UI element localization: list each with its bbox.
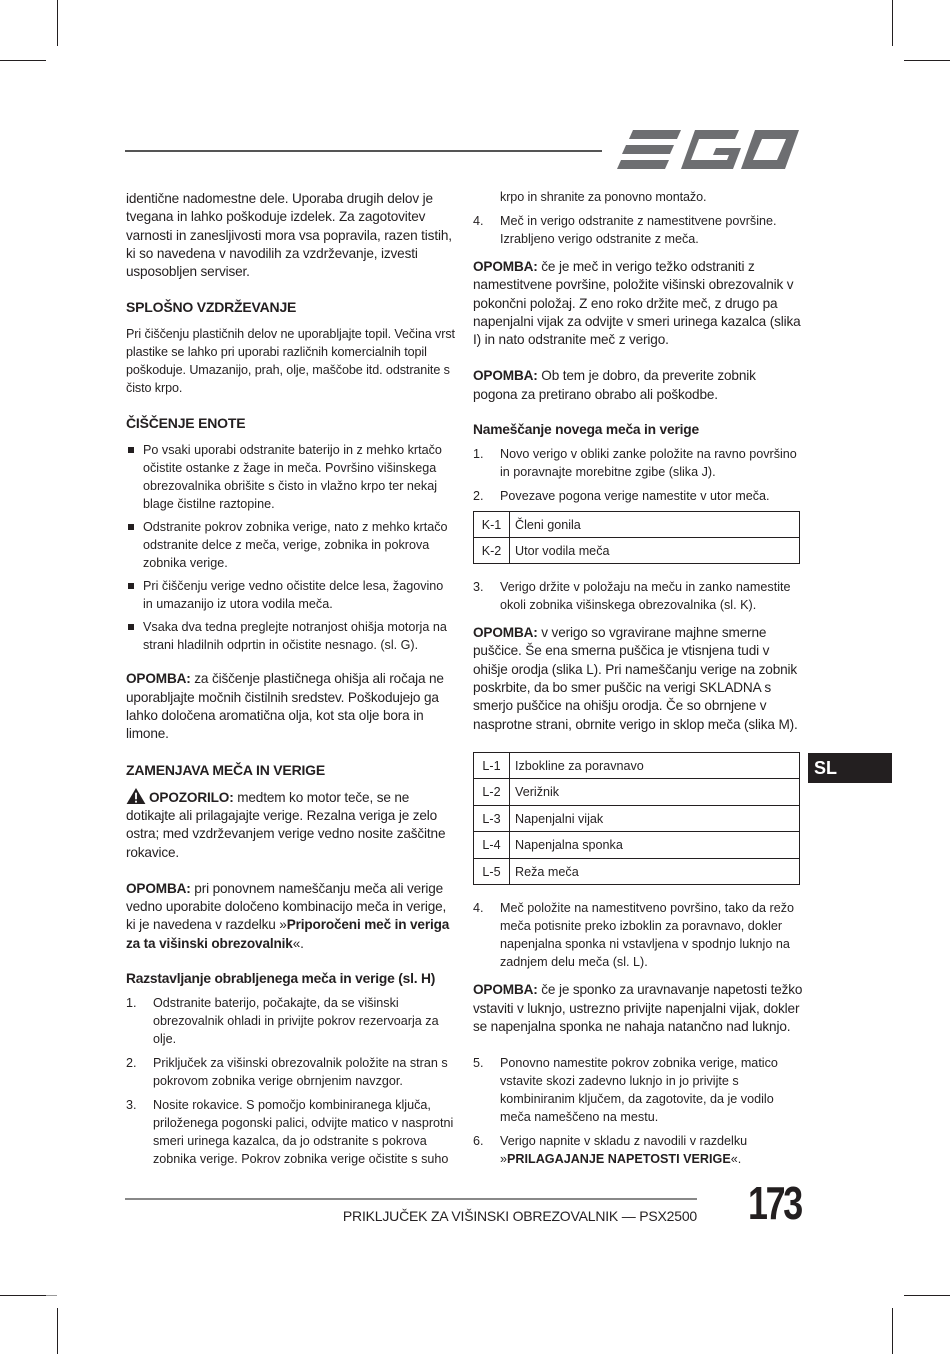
crop-mark	[0, 60, 46, 61]
list-item	[473, 1132, 803, 1168]
note-label: OPOMBA:	[473, 259, 538, 274]
warning-paragraph	[126, 788, 456, 862]
note-removal	[473, 258, 803, 349]
cleaning-heading: ČIŠČENJE ENOTE	[126, 415, 246, 432]
note-label: OPOMBA:	[473, 982, 538, 998]
list-item	[473, 212, 803, 248]
part-code: L-2	[474, 779, 510, 806]
step-text: Meč in verigo odstranite z namestitvene površine. Izrabljeno verigo odstranite z meča.	[500, 214, 777, 246]
part-code: K-1	[474, 512, 510, 538]
note-bold-ref: Priporočeni meč in veriga za ta višinski obrezovalnik	[126, 917, 450, 951]
part-label: Napenjalni vijak	[510, 805, 800, 832]
part-label: Izbokline za poravnavo	[510, 752, 800, 779]
part-code: L-4	[474, 832, 510, 859]
table-row	[474, 832, 800, 859]
note-text: za čiščenje plastičnega ohišja ali ročaja ne uporabljajte močnih čistilnih sredstev. Poškodujejo ga lahko določena aromatična olja, kot sta olje bora in limone.	[126, 671, 444, 742]
replace-heading: ZAMENJAVA MEČA IN VERIGE	[126, 761, 325, 778]
list-item	[473, 487, 803, 505]
page-number: 173	[748, 1177, 801, 1229]
part-code: L-5	[474, 858, 510, 885]
parts-table-k	[473, 511, 800, 564]
table-row	[474, 779, 800, 806]
note-label: OPOMBA:	[126, 671, 191, 687]
step-text: Nosite rokavice. S pomočjo kombiniranega ključa, priloženega pogonski palici, odvijte matico v nasprotni smeri urinega kazalca, da jo odstranite s pokrova zobnika verige. Pokrov zobnika verige očistite s suho	[153, 1098, 454, 1167]
install-step-3	[473, 578, 803, 614]
note-label: OPOMBA:	[126, 880, 191, 896]
list-item: Po vsaki uporabi odstranite baterijo in z mehko krtačo očistite ostanke z žage in meča. Površino višinskega obrezovalnika obrišite s čisto in vlažno krpo ter nekaj blage čistilne raztopine.	[126, 441, 456, 513]
step-end: «.	[730, 1152, 742, 1167]
note-label: OPOMBA:	[473, 625, 538, 641]
step-text: Priključek za višinski obrezovalnik položite na stran s pokrovom zobnika verige obrnjenim navzgor.	[153, 1056, 448, 1089]
part-label: Reža meča	[510, 858, 800, 885]
install-steps	[473, 445, 803, 505]
note-text: če je sponko za uravnavanje napetosti težko vstaviti v luknjo, ustrezno privijte napenjalni vijak, dokler se napenjalna sponka ne nahaja natančno nad luknjo.	[473, 982, 803, 1034]
note-text: v verigo so vgravirane majhne smerne puščice. Še ena smerna puščica je vtisnjena tudi v ohišje orodja (slika L). Pri nameščanju verige na zobnik poskrbite, da bo smer puščic na verigi SKLADNA s smerjo puščice na ohišju orodja. Če so obrnjene v nasprotne strani, obrnite verigo in sklop meča (slika M).	[473, 625, 798, 732]
part-label: Napenjalna sponka	[510, 832, 800, 859]
continued-text: krpo in shranite za ponovno montažo.	[500, 190, 707, 204]
step-text: Povezave pogona verige namestite v utor meča.	[500, 489, 770, 504]
note-cleaning	[126, 670, 456, 743]
list-item	[473, 899, 803, 971]
note-end: «.	[292, 935, 304, 951]
list-item	[126, 994, 456, 1048]
disassembly-heading: Razstavljanje obrabljenega meča in verige (sl. H)	[126, 971, 436, 987]
step-number: 4.	[473, 901, 484, 916]
footer-title: PRIKLJUČEK ZA VIŠINSKI OBREZOVALNIK — PSX2500	[342, 1208, 697, 1224]
part-code: K-2	[474, 538, 510, 564]
part-label: Členi gonila	[510, 512, 800, 538]
step-text: Ponovno namestite pokrov zobnika verige, matico vstavite skozi zadevno luknjo in jo privijte s kombiniranim ključem, da zagotovite, da je vodilo meča nameščeno na mestu.	[500, 1056, 778, 1125]
step-text: Verigo držite v položaju na meču in zanko namestite okoli zobnika višinskega obrezovalnika (sl. K).	[500, 580, 791, 613]
note-text: Ob tem je dobro, da preverite zobnik pogona za pretirano obrabo ali poškodbe.	[473, 368, 756, 402]
warning-label: OPOZORILO:	[149, 789, 234, 805]
warning-icon	[126, 788, 146, 804]
ego-logo	[617, 128, 799, 172]
step-number: 2.	[473, 489, 484, 504]
part-label: Verižnik	[510, 779, 800, 806]
crop-mark	[892, 0, 893, 46]
step-number: 1.	[473, 447, 484, 462]
step-number: 3.	[473, 580, 484, 595]
note-reinstall	[126, 880, 456, 953]
crop-mark	[0, 1295, 46, 1296]
right-column	[473, 188, 803, 1184]
list-item: Odstranite pokrov zobnika verige, nato z mehko krtačo odstranite delce z meča, verige, zobnika in pokrova zobnika verige.	[126, 518, 456, 572]
intro-paragraph: identične nadomestne dele. Uporaba drugih delov je tvegana in lahko poškoduje izdelek. Za zagotovitev varnosti in zanesljivosti mora vsa popravila, razen tistih, ki so navedena v navodilih za vzdrževanje, izvesti usposobljen serviser.	[126, 191, 452, 280]
install-steps-final	[473, 1054, 803, 1168]
crop-mark	[57, 1308, 58, 1354]
install-heading: Nameščanje novega meča in verige	[473, 422, 699, 438]
note-text: pri ponovnem nameščanju meča ali verige vedno uporabite določeno kombinacijo meča in verige, ki je navedena v razdelku »	[126, 880, 447, 933]
crop-mark	[904, 1295, 950, 1296]
part-label: Utor vodila meča	[510, 538, 800, 564]
removal-steps	[473, 212, 803, 248]
general-maintenance-text: Pri čiščenju plastičnih delov ne uporabljajte topil. Večina vrst plastike se lahko pri uporabi različnih komercialnih topil poškoduje. Umazanijo, prah, olje, maščobe itd. odstranite s čisto krpo.	[126, 327, 455, 396]
table-row	[474, 805, 800, 832]
crop-mark	[892, 1308, 893, 1354]
table-row	[474, 538, 800, 564]
list-item	[473, 578, 803, 614]
step-number: 4.	[473, 214, 484, 228]
step-bold-ref: PRILAGAJANJE NAPETOSTI VERIGE	[507, 1152, 731, 1167]
part-code: L-1	[474, 752, 510, 779]
list-item	[473, 445, 803, 481]
disassembly-steps	[126, 994, 456, 1168]
note-label: OPOMBA:	[473, 368, 538, 384]
note-sprocket	[473, 367, 803, 404]
crop-mark	[904, 60, 950, 61]
list-item	[126, 1054, 456, 1090]
step-number: 1.	[126, 996, 137, 1011]
step-text: Verigo napnite v skladu z navodili v razdelku »	[500, 1134, 748, 1167]
step-number: 3.	[126, 1098, 137, 1113]
table-row	[474, 858, 800, 885]
step-text: Odstranite baterijo, počakajte, da se višinski obrezovalnik ohladi in privijte pokrov rezervoarja za olje.	[153, 996, 439, 1047]
warning-text: medtem ko motor teče, se ne dotikajte ali prilagajajte verige. Rezalna veriga je zelo ostra; med vzdrževanjem verige vedno nosite zaščitne rokavice.	[126, 789, 446, 860]
list-item	[473, 1054, 803, 1126]
crop-mark	[57, 0, 58, 46]
install-step-4	[473, 899, 803, 971]
list-item	[126, 1096, 456, 1168]
list-item: Pri čiščenju verige vedno očistite delce lesa, žagovino in umazanijo iz utora vodila meča.	[126, 577, 456, 613]
footer-rule	[125, 1198, 697, 1200]
general-maintenance-heading: SPLOŠNO VZDRŽEVANJE	[126, 299, 297, 316]
crop-mark	[46, 1295, 57, 1296]
language-tab: SL	[808, 753, 892, 783]
step-text: Novo verigo v obliki zanke položite na ravno površino in poravnajte morebitne zgibe (slika J).	[500, 447, 797, 480]
step-number: 5.	[473, 1056, 484, 1071]
table-row	[474, 512, 800, 538]
note-tension	[473, 981, 803, 1036]
step-number: 6.	[473, 1134, 484, 1149]
cleaning-list	[126, 441, 456, 654]
note-text: če je meč in verigo težko odstraniti z namestitvene površine, položite višinski obrezovalnik v pokončni položaj. Z eno roko držite meč, z drugo pa napenjalni vijak za odvijte v smeri urinega kazalca (slika I) in nato odstranite meč z verigo.	[473, 259, 801, 348]
step-number: 2.	[126, 1056, 137, 1071]
step-text: Meč položite na namestitveno površino, tako da režo meča potisnite preko izboklin za poravnavo, dokler napenjalna sponka ni vstavljena v spodnjo luknjo na zadnjem delu meča (sl. L).	[500, 901, 795, 970]
parts-table-l	[473, 752, 800, 886]
header-rule	[125, 150, 602, 152]
left-column	[126, 190, 456, 1184]
part-code: L-3	[474, 805, 510, 832]
table-row	[474, 752, 800, 779]
list-item: Vsaka dva tedna preglejte notranjost ohišja motorja na strani hladilnih odprtin in očistite nesnago. (sl. G).	[126, 618, 456, 654]
note-arrows	[473, 624, 803, 734]
